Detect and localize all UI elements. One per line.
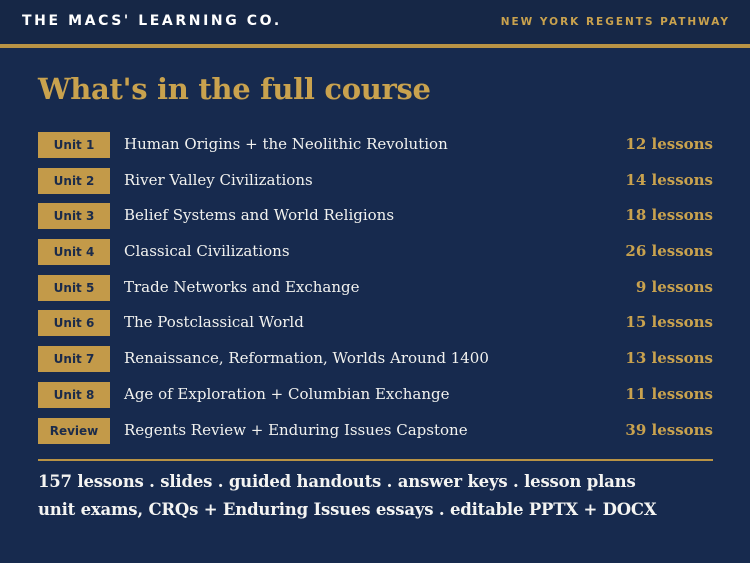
review-badge: Review	[38, 418, 110, 444]
unit-badge: Unit 6	[38, 310, 110, 336]
page-title: What's in the full course	[38, 72, 431, 106]
lesson-count: 15 lessons	[625, 313, 713, 332]
unit-badge: Unit 4	[38, 239, 110, 265]
unit-row-8	[38, 382, 713, 408]
unit-title: Belief Systems and World Religions	[124, 206, 395, 225]
lesson-count: 39 lessons	[625, 420, 713, 439]
footer-line-1: 157 lessons . slides . guided handouts . answer keys . lesson plans	[38, 472, 636, 491]
tagline: NEW YORK REGENTS PATHWAY	[500, 16, 730, 28]
unit-row-6	[38, 310, 713, 336]
unit-badge: Unit 2	[38, 168, 110, 194]
brand-name: THE MACS' LEARNING CO.	[22, 13, 282, 29]
unit-title: Classical Civilizations	[124, 242, 290, 261]
unit-row-5	[38, 275, 713, 301]
unit-row-3	[38, 203, 713, 229]
lesson-count: 18 lessons	[625, 206, 713, 225]
unit-title: Age of Exploration + Columbian Exchange	[124, 384, 450, 403]
unit-badge: Unit 1	[38, 132, 110, 158]
header-bar	[0, 0, 750, 48]
lesson-count: 14 lessons	[625, 170, 713, 189]
unit-row-4	[38, 239, 713, 265]
unit-row-1	[38, 132, 713, 158]
unit-list	[38, 132, 713, 453]
unit-row-7	[38, 346, 713, 372]
unit-title: The Postclassical World	[124, 313, 304, 332]
lesson-count: 12 lessons	[625, 135, 713, 153]
unit-title: Regents Review + Enduring Issues Capstone	[124, 420, 468, 439]
lesson-count: 26 lessons	[625, 242, 713, 261]
lesson-count: 13 lessons	[625, 349, 713, 368]
unit-badge: Unit 5	[38, 275, 110, 301]
unit-title: Renaissance, Reformation, Worlds Around 1400	[124, 349, 489, 368]
footer-line-2: unit exams, CRQs + Enduring Issues essays . editable PPTX + DOCX	[38, 500, 657, 519]
unit-badge: Unit 8	[38, 382, 110, 408]
unit-badge: Unit 7	[38, 346, 110, 372]
lesson-count: 9 lessons	[635, 277, 713, 296]
unit-title: Trade Networks and Exchange	[124, 277, 360, 296]
unit-row-review	[38, 418, 713, 444]
footer-divider	[38, 459, 713, 461]
unit-title: Human Origins + the Neolithic Revolution	[124, 135, 448, 153]
unit-badge: Unit 3	[38, 203, 110, 229]
unit-row-2	[38, 168, 713, 194]
unit-title: River Valley Civilizations	[124, 170, 313, 189]
lesson-count: 11 lessons	[625, 384, 713, 403]
